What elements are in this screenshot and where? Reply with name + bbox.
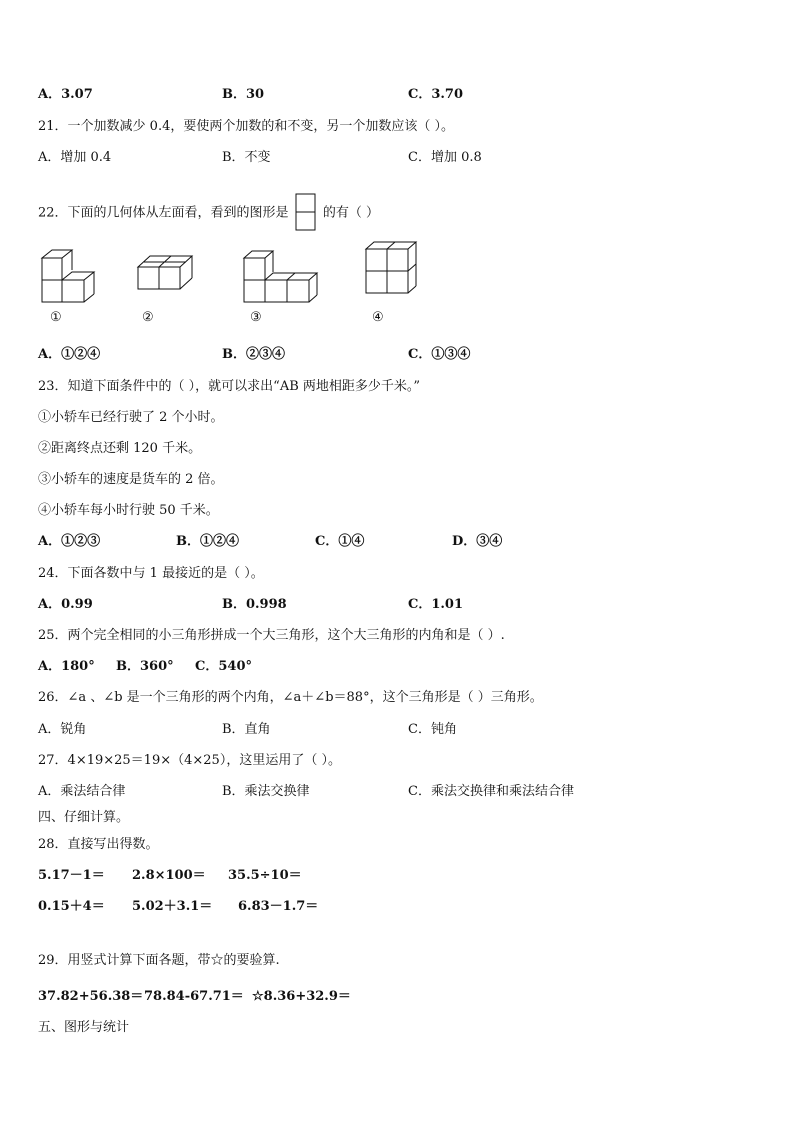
- q25-option-b: B．360°: [116, 659, 174, 674]
- q22-option-b: B．②③④: [222, 347, 285, 362]
- figure-label-3: ③: [250, 310, 262, 325]
- q27-stem: 27．4×19×25＝19×（4×25），这里运用了（ ）。: [38, 753, 341, 768]
- q23-condition-3: ③小轿车的速度是货车的 2 倍。: [38, 472, 224, 487]
- q22-stem: [38, 193, 379, 233]
- q28-stem: 28．直接写出得数。: [38, 837, 159, 852]
- q28-item: 6.83－1.7＝: [238, 899, 319, 914]
- figure-label-4: ④: [372, 310, 384, 325]
- q26-stem: 26．∠a 、∠b 是一个三角形的两个内角，∠a＋∠b＝88°，这个三角形是（ ）三角形。: [38, 690, 543, 705]
- q21-stem: 21．一个加数减少 0.4，要使两个加数的和不变，另一个加数应该（ ）。: [38, 119, 454, 134]
- q25-option-a: A．180°: [38, 659, 95, 674]
- solid-figure-3: [242, 250, 322, 304]
- solid-figure-4: [364, 241, 418, 297]
- q29-item: ☆8.36+32.9＝: [252, 989, 351, 1004]
- figure-label-1: ①: [50, 310, 62, 325]
- q28-item: 5.17－1＝: [38, 868, 105, 883]
- q23-option-b: B．①②④: [176, 534, 239, 549]
- q29-item: 37.82+56.38＝: [38, 989, 144, 1004]
- q23-stem: 23．知道下面条件中的（ ），就可以求出“AB 两地相距多少千米。”: [38, 379, 421, 394]
- q26-option-b: B．直角: [222, 722, 271, 737]
- q21-option-c: C．增加 0.8: [408, 150, 482, 165]
- q29-item: 78.84-67.71＝: [144, 989, 244, 1004]
- q23-option-d: D．③④: [452, 534, 503, 549]
- q28-item: 2.8×100＝: [132, 868, 206, 883]
- q20-option-a: A．3.07: [38, 87, 93, 102]
- q22-stem-pre: 22．下面的几何体从左面看，看到的图形是: [38, 205, 289, 221]
- q24-option-c: C．1.01: [408, 597, 464, 612]
- q23-option-a: A．①②③: [38, 534, 101, 549]
- left-view-icon: [295, 193, 317, 233]
- q24-option-b: B．0.998: [222, 597, 287, 612]
- q24-stem: 24．下面各数中与 1 最接近的是（ ）。: [38, 566, 264, 581]
- q27-option-c: C．乘法交换律和乘法结合律: [408, 784, 574, 799]
- solid-figure-1: [38, 248, 98, 306]
- q22-stem-post: 的有（ ）: [322, 205, 379, 221]
- q20-option-b: B．30: [222, 87, 265, 102]
- q23-option-c: C．①④: [315, 534, 365, 549]
- q26-option-a: A．锐角: [38, 722, 87, 737]
- section-4-heading: 四、仔细计算。: [38, 810, 130, 825]
- figure-label-2: ②: [142, 310, 154, 325]
- q20-option-c: C．3.70: [408, 87, 464, 102]
- q27-option-b: B．乘法交换律: [222, 784, 310, 799]
- q21-option-a: A．增加 0.4: [38, 150, 112, 165]
- q23-condition-2: ②距离终点还剩 120 千米。: [38, 441, 202, 456]
- q26-option-c: C．钝角: [408, 722, 457, 737]
- section-5-heading: 五、图形与统计: [38, 1020, 130, 1035]
- q29-stem: 29．用竖式计算下面各题，带☆的要验算.: [38, 953, 280, 968]
- q22-option-c: C．①③④: [408, 347, 471, 362]
- q24-option-a: A．0.99: [38, 597, 93, 612]
- q23-condition-4: ④小轿车每小时行驶 50 千米。: [38, 503, 219, 518]
- solid-figure-2: [136, 253, 198, 297]
- q23-condition-1: ①小轿车已经行驶了 2 个小时。: [38, 410, 224, 425]
- q21-option-b: B．不变: [222, 150, 271, 165]
- q25-stem: 25．两个完全相同的小三角形拼成一个大三角形，这个大三角形的内角和是（ ）.: [38, 628, 505, 643]
- q28-item: 35.5÷10＝: [228, 868, 302, 883]
- q28-item: 0.15＋4＝: [38, 899, 105, 914]
- q27-option-a: A．乘法结合律: [38, 784, 126, 799]
- q22-option-a: A．①②④: [38, 347, 101, 362]
- q25-option-c: C．540°: [195, 659, 252, 674]
- q28-item: 5.02＋3.1＝: [132, 899, 213, 914]
